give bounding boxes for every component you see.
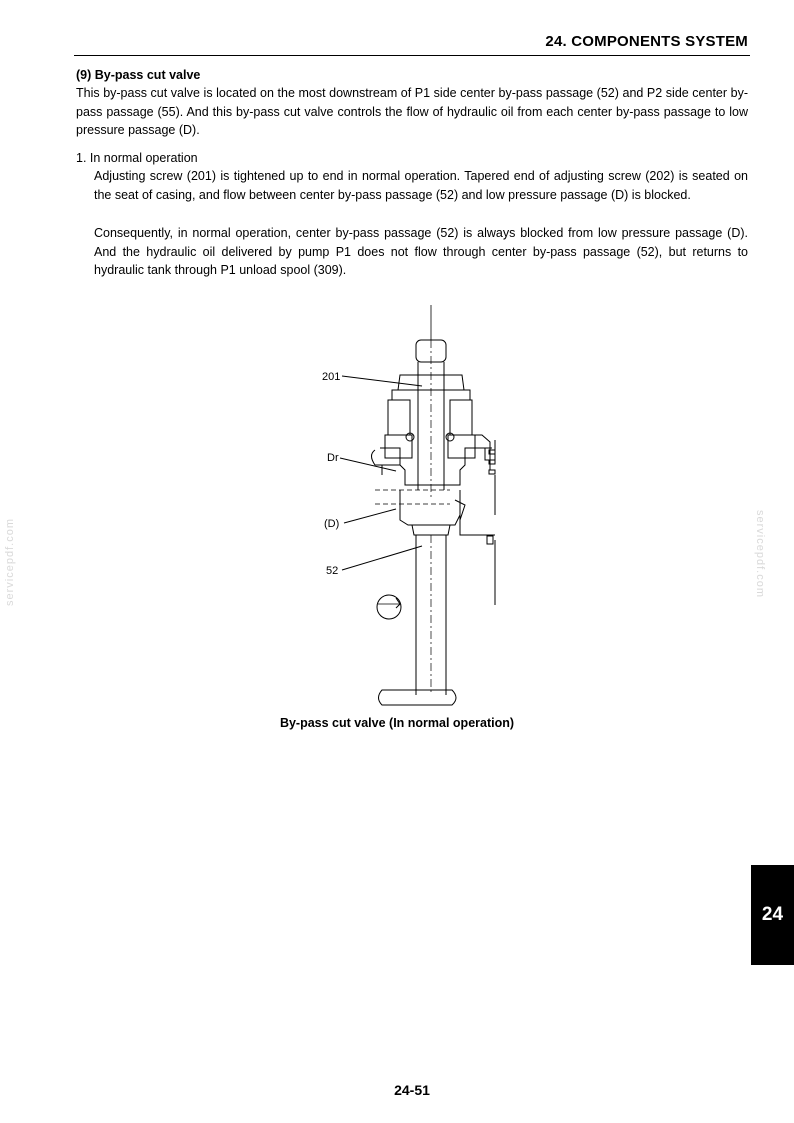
watermark-right: servicepdf.com	[753, 510, 766, 598]
header-rule	[74, 55, 750, 56]
list-item-paragraph-1: Adjusting screw (201) is tightened up to end in normal operation. Tapered end of adjusting screw (202) is seated on the seat of casing, and flow between center by-pass passage (52) and low pressure passage (D) is blocked.	[94, 169, 748, 202]
figure-caption: By-pass cut valve (In normal operation)	[279, 716, 515, 730]
intro-paragraph: This by-pass cut valve is located on the most downstream of P1 side center by-pass passage (52) and P2 side center by-pass passage (55). And this by-pass cut valve controls the flow of hydraulic oil from each center by-pass passage to low pressure passage (D).	[76, 86, 748, 137]
label-52: 52	[326, 565, 339, 577]
watermark-left: servicepdf.com	[3, 518, 16, 606]
list-item-title: 1. In normal operation	[76, 151, 198, 165]
page-header-title: 24. COMPONENTS SYSTEM	[545, 33, 748, 50]
page-number: 24-51	[394, 1082, 430, 1098]
valve-drawing	[300, 300, 560, 710]
label-201: 201	[322, 371, 341, 383]
valve-diagram	[300, 300, 560, 710]
label-d: (D)	[324, 518, 340, 530]
label-dr: Dr	[327, 452, 339, 464]
section-heading: (9) By-pass cut valve	[76, 68, 201, 82]
chapter-tab: 24	[751, 865, 794, 965]
list-item-paragraph-2: Consequently, in normal operation, center by-pass passage (52) is always blocked from low pressure passage (D). And the hydraulic oil delivered by pump P1 does not flow through center by-pass passage (52), but returns to hydraulic tank through P1 unload spool (309).	[94, 226, 748, 277]
